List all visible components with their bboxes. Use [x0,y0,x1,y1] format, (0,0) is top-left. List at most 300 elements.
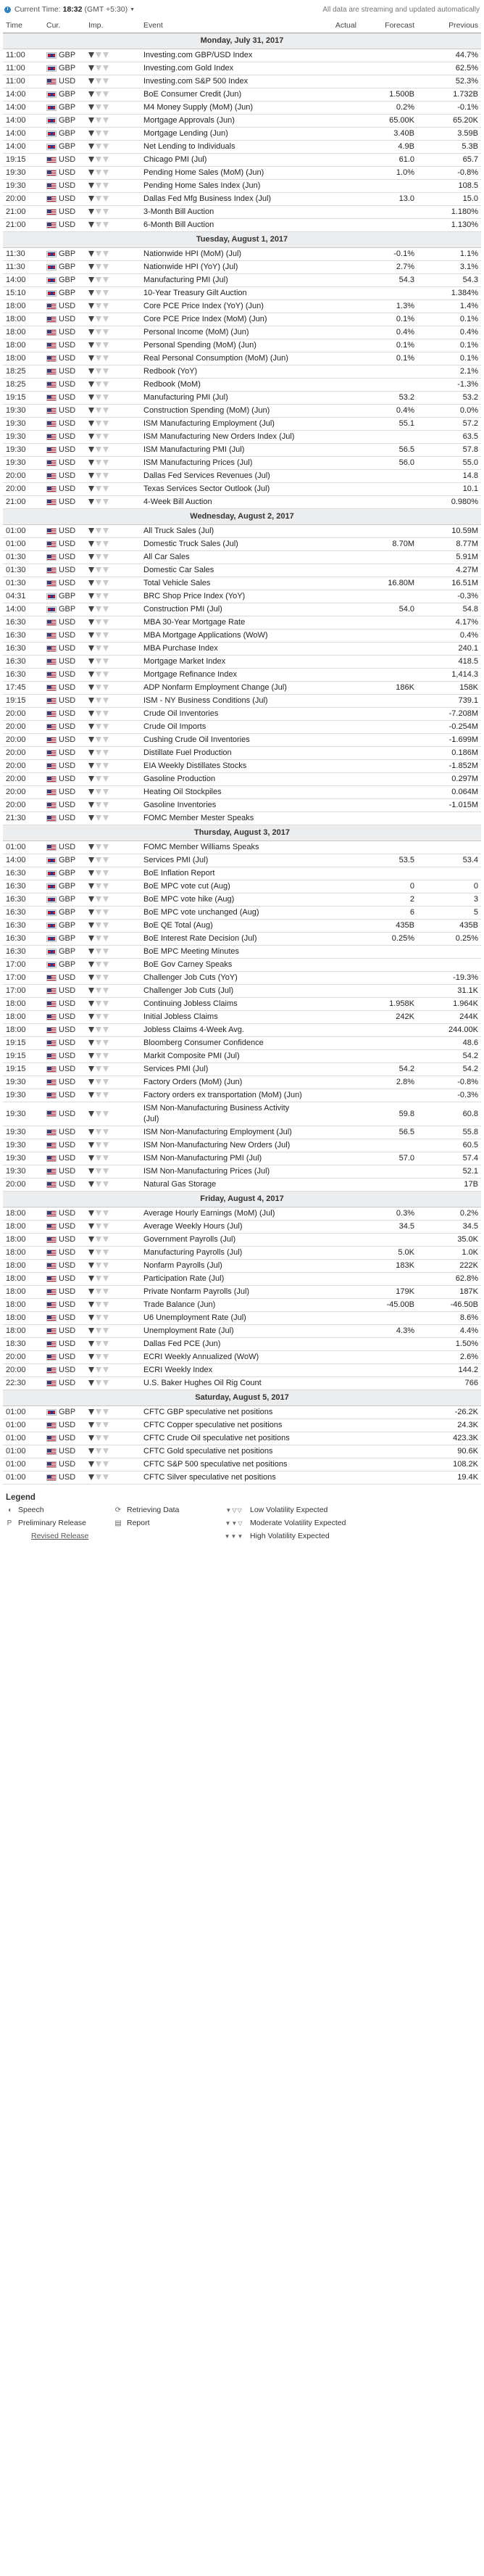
table-row[interactable] [3,1259,481,1272]
event-name[interactable]: 10-Year Treasury Gilt Auction [141,286,309,300]
event-name[interactable]: ADP Nonfarm Employment Change (Jul) [141,681,309,694]
table-row[interactable] [3,495,481,508]
event-name[interactable]: Core PCE Price Index (YoY) (Jun) [141,300,309,313]
col-currency[interactable]: Cur. [43,19,85,33]
importance [85,101,141,114]
event-currency [43,339,85,352]
event-name[interactable]: BoE MPC Meeting Minutes [141,945,309,958]
event-name[interactable]: Construction Spending (MoM) (Jun) [141,404,309,417]
table-row[interactable] [3,456,481,469]
table-row[interactable] [3,417,481,430]
event-name[interactable]: FOMC Member Mester Speaks [141,812,309,825]
bull-icon [96,209,101,215]
uk-flag-icon [46,277,57,284]
table-row[interactable] [3,746,481,759]
legend-label: Revised Release [31,1532,89,1540]
bull-icon [103,1014,109,1020]
event-name[interactable]: BoE Interest Rate Decision (Jul) [141,932,309,945]
event-name[interactable]: Mortgage Market Index [141,655,309,668]
table-row[interactable] [3,1010,481,1023]
event-name[interactable]: BoE Consumer Credit (Jun) [141,88,309,101]
table-row[interactable] [3,286,481,300]
event-name[interactable]: Services PMI (Jul) [141,854,309,867]
event-previous: 1,414.3 [417,668,481,681]
event-name[interactable]: ISM Non-Manufacturing PMI (Jul) [141,1152,309,1165]
event-name[interactable]: Investing.com S&P 500 Index [141,75,309,88]
event-name[interactable]: ISM Non-Manufacturing Employment (Jul) [141,1126,309,1139]
event-name[interactable]: Crude Oil Imports [141,720,309,733]
event-name[interactable]: BoE MPC vote unchanged (Aug) [141,906,309,919]
event-name[interactable]: Challenger Job Cuts (Jul) [141,984,309,997]
event-previous: 0.1% [417,313,481,326]
table-row[interactable] [3,443,481,456]
event-name[interactable]: MBA Mortgage Applications (WoW) [141,629,309,642]
bull-icon [96,1474,101,1480]
legend-label: High Volatility Expected [250,1532,330,1540]
event-name[interactable]: Dallas Fed Services Revenues (Jul) [141,469,309,482]
event-time: 19:15 [3,153,43,166]
event-name[interactable]: EIA Weekly Distillates Stocks [141,759,309,772]
table-row[interactable] [3,1220,481,1233]
event-previous: 1.130% [417,218,481,231]
table-row[interactable] [3,603,481,616]
table-row[interactable] [3,1285,481,1298]
table-row[interactable] [3,1165,481,1178]
event-name[interactable]: ISM - NY Business Conditions (Jul) [141,694,309,707]
event-name[interactable]: ISM Non-Manufacturing Prices (Jul) [141,1165,309,1178]
event-currency [43,391,85,404]
table-row[interactable] [3,537,481,550]
event-name[interactable]: Nonfarm Payrolls (Jul) [141,1259,309,1272]
event-name[interactable]: All Car Sales [141,550,309,564]
bull-icon [103,737,109,743]
bull-icon [88,1001,94,1007]
event-name[interactable]: BoE MPC vote hike (Aug) [141,893,309,906]
event-name[interactable]: ISM Non-Manufacturing Business Activity (Jul) [141,1102,309,1126]
table-row[interactable] [3,153,481,166]
event-name[interactable]: Investing.com GBP/USD Index [141,49,309,62]
event-name[interactable]: Government Payrolls (Jul) [141,1233,309,1246]
table-row[interactable] [3,1445,481,1458]
event-currency [43,140,85,153]
event-name[interactable]: BoE MPC vote cut (Aug) [141,880,309,893]
table-row[interactable] [3,1272,481,1285]
event-name[interactable]: Cushing Crude Oil Inventories [141,733,309,746]
event-name[interactable]: Texas Services Sector Outlook (Jul) [141,482,309,495]
event-name[interactable]: ISM Manufacturing Employment (Jul) [141,417,309,430]
table-row[interactable] [3,1152,481,1165]
table-row[interactable] [3,841,481,854]
event-time: 01:00 [3,1445,43,1458]
event-time: 18:00 [3,1272,43,1285]
table-row[interactable] [3,1246,481,1259]
table-row[interactable] [3,1036,481,1049]
table-row[interactable] [3,1139,481,1152]
event-name[interactable]: ISM Non-Manufacturing New Orders (Jul) [141,1139,309,1152]
event-name[interactable]: Net Lending to Individuals [141,140,309,153]
table-row[interactable] [3,932,481,945]
event-time: 01:30 [3,564,43,577]
event-name[interactable]: FOMC Member Williams Speaks [141,841,309,854]
event-name[interactable]: All Truck Sales (Jul) [141,524,309,537]
event-name[interactable]: Services PMI (Jul) [141,1062,309,1076]
event-currency [43,326,85,339]
table-row[interactable] [3,772,481,785]
table-row[interactable] [3,101,481,114]
event-name[interactable]: Pending Home Sales Index (Jun) [141,179,309,192]
table-row[interactable] [3,1324,481,1337]
table-row[interactable] [3,984,481,997]
event-name[interactable]: Manufacturing PMI (Jul) [141,273,309,286]
event-name[interactable]: Real Personal Consumption (MoM) (Jun) [141,352,309,365]
event-name[interactable]: Trade Balance (Jun) [141,1298,309,1311]
table-row[interactable] [3,1076,481,1089]
bull-icon [103,962,109,967]
importance [85,772,141,785]
table-row[interactable] [3,655,481,668]
bull-icon [96,1014,101,1020]
event-name[interactable]: Personal Spending (MoM) (Jun) [141,339,309,352]
event-forecast [359,1376,417,1390]
event-time: 21:30 [3,812,43,825]
bull-icon [88,78,94,84]
table-row[interactable] [3,1337,481,1350]
event-actual [309,1010,359,1023]
us-flag-icon [46,645,57,652]
col-event[interactable]: Event [141,19,309,33]
day-header [3,1191,481,1207]
table-row[interactable] [3,893,481,906]
table-row[interactable] [3,867,481,880]
legend-item [222,1518,468,1529]
event-name[interactable]: Natural Gas Storage [141,1178,309,1191]
bull-icon [103,1409,109,1415]
event-previous [417,812,481,825]
event-forecast: 0.1% [359,339,417,352]
event-name[interactable]: CFTC GBP speculative net positions [141,1405,309,1419]
event-name[interactable]: Factory Orders (MoM) (Jun) [141,1076,309,1089]
table-row[interactable] [3,1178,481,1191]
event-name[interactable]: Total Vehicle Sales [141,577,309,590]
table-row[interactable] [3,906,481,919]
event-name[interactable]: Challenger Job Cuts (YoY) [141,971,309,984]
event-name[interactable]: Heating Oil Stockpiles [141,785,309,798]
event-name[interactable]: MBA 30-Year Mortgage Rate [141,616,309,629]
event-name[interactable]: Dallas Fed PCE (Jun) [141,1337,309,1350]
us-flag-icon [46,528,57,534]
event-name[interactable]: MBA Purchase Index [141,642,309,655]
currency-code: USD [59,1209,76,1218]
event-name[interactable]: U6 Unemployment Rate (Jul) [141,1311,309,1324]
table-row[interactable] [3,75,481,88]
event-name[interactable]: Redbook (YoY) [141,365,309,378]
table-row[interactable] [3,49,481,62]
table-row[interactable] [3,1376,481,1390]
table-row[interactable] [3,880,481,893]
table-row[interactable] [3,1405,481,1419]
event-name[interactable]: BoE QE Total (Aug) [141,919,309,932]
bull-icon [103,222,109,228]
event-name[interactable]: Private Nonfarm Payrolls (Jul) [141,1285,309,1298]
table-row[interactable] [3,1207,481,1220]
event-name[interactable]: Domestic Truck Sales (Jul) [141,537,309,550]
event-name[interactable]: Redbook (MoM) [141,378,309,391]
bull-icon [103,290,109,296]
event-forecast [359,798,417,812]
table-row[interactable] [3,378,481,391]
table-row[interactable] [3,404,481,417]
table-row[interactable] [3,577,481,590]
event-name[interactable]: 3-Month Bill Auction [141,205,309,218]
event-name[interactable]: Average Weekly Hours (Jul) [141,1220,309,1233]
event-name[interactable]: 4-Week Bill Auction [141,495,309,508]
table-row[interactable] [3,1023,481,1036]
importance [85,62,141,75]
table-row[interactable] [3,720,481,733]
event-previous [417,841,481,854]
table-row[interactable] [3,62,481,75]
event-name[interactable]: CFTC Copper speculative net positions [141,1419,309,1432]
event-name[interactable]: U.S. Baker Hughes Oil Rig Count [141,1376,309,1390]
table-row[interactable] [3,1350,481,1363]
event-name[interactable]: Gasoline Inventories [141,798,309,812]
bull-icon [88,870,94,876]
table-row[interactable] [3,971,481,984]
table-row[interactable] [3,1049,481,1062]
event-name[interactable]: Mortgage Lending (Jun) [141,127,309,140]
table-row[interactable] [3,352,481,365]
bull-icon [88,1181,94,1187]
event-name[interactable]: ISM Manufacturing PMI (Jul) [141,443,309,456]
bull-icon [96,857,101,863]
event-actual [309,958,359,971]
col-previous[interactable]: Previous [417,19,481,33]
event-name[interactable]: Chicago PMI (Jul) [141,153,309,166]
event-name[interactable]: Construction PMI (Jul) [141,603,309,616]
event-previous: 19.4K [417,1471,481,1484]
table-row[interactable] [3,313,481,326]
table-row[interactable] [3,192,481,205]
streaming-note: All data are streaming and updated automatically [322,5,480,14]
uk-flag-icon [46,593,57,600]
bull-icon [103,499,109,505]
event-name[interactable]: Mortgage Refinance Index [141,668,309,681]
table-row[interactable] [3,247,481,260]
event-forecast: 0.3% [359,1207,417,1220]
event-name[interactable]: Average Hourly Earnings (MoM) (Jul) [141,1207,309,1220]
table-row[interactable] [3,218,481,231]
event-name[interactable]: Bloomberg Consumer Confidence [141,1036,309,1049]
table-row[interactable] [3,798,481,812]
event-name[interactable]: Nationwide HPI (MoM) (Jul) [141,247,309,260]
us-flag-icon [46,170,57,176]
table-row[interactable] [3,1432,481,1445]
event-previous: 0.4% [417,326,481,339]
event-actual [309,537,359,550]
us-flag-icon [46,1129,57,1136]
event-previous: 1.4% [417,300,481,313]
table-row[interactable] [3,550,481,564]
table-row[interactable] [3,300,481,313]
table-row[interactable] [3,919,481,932]
table-row[interactable] [3,88,481,101]
event-name[interactable]: Core PCE Price Index (MoM) (Jun) [141,313,309,326]
uk-flag-icon [46,883,57,890]
chevron-down-icon[interactable]: ▼ [130,7,135,12]
event-forecast: 0.4% [359,404,417,417]
event-name[interactable]: Factory orders ex transportation (MoM) (Jun) [141,1089,309,1102]
col-time[interactable]: Time [3,19,43,33]
table-row[interactable] [3,326,481,339]
table-row[interactable] [3,273,481,286]
col-forecast[interactable]: Forecast [359,19,417,33]
bull-icon [96,541,101,547]
event-name[interactable]: Nationwide HPI (YoY) (Jul) [141,260,309,273]
table-row[interactable] [3,668,481,681]
table-row[interactable] [3,590,481,603]
bull-icon [103,645,109,651]
event-actual [309,75,359,88]
event-name[interactable]: CFTC Crude Oil speculative net positions [141,1432,309,1445]
event-name[interactable]: Investing.com Gold Index [141,62,309,75]
bull-icon [103,1380,109,1386]
event-previous: 62.5% [417,62,481,75]
table-row[interactable] [3,260,481,273]
table-row[interactable] [3,1419,481,1432]
event-previous [417,867,481,880]
event-name[interactable]: ECRI Weekly Index [141,1363,309,1376]
event-name[interactable]: Manufacturing Payrolls (Jul) [141,1246,309,1259]
table-row[interactable] [3,629,481,642]
table-row[interactable] [3,564,481,577]
table-row[interactable] [3,642,481,655]
event-name[interactable]: BoE Gov Carney Speaks [141,958,309,971]
event-name[interactable]: ECRI Weekly Annualized (WoW) [141,1350,309,1363]
event-name[interactable]: Distillate Fuel Production [141,746,309,759]
table-row[interactable] [3,1089,481,1102]
event-time: 20:00 [3,785,43,798]
event-name[interactable]: ISM Manufacturing New Orders Index (Jul) [141,430,309,443]
event-name[interactable]: Personal Income (MoM) (Jun) [141,326,309,339]
event-name[interactable]: Markit Composite PMI (Jul) [141,1049,309,1062]
event-previous: -0.1% [417,101,481,114]
event-name[interactable]: BoE Inflation Report [141,867,309,880]
event-name[interactable]: CFTC S&P 500 speculative net positions [141,1458,309,1471]
event-name[interactable]: Continuing Jobless Claims [141,997,309,1010]
table-row[interactable] [3,785,481,798]
event-name[interactable]: Crude Oil Inventories [141,707,309,720]
table-row[interactable] [3,140,481,153]
table-row[interactable] [3,1458,481,1471]
bull-icon [103,1315,109,1321]
event-name[interactable]: 6-Month Bill Auction [141,218,309,231]
table-row[interactable] [3,1062,481,1076]
table-row[interactable] [3,1126,481,1139]
bull-icon [88,896,94,902]
table-row[interactable] [3,166,481,179]
event-forecast [359,629,417,642]
col-actual[interactable]: Actual [309,19,359,33]
table-row[interactable] [3,482,481,495]
event-name[interactable]: CFTC Gold speculative net positions [141,1445,309,1458]
bull-icon [88,815,94,821]
event-name[interactable]: Pending Home Sales (MoM) (Jun) [141,166,309,179]
table-row[interactable] [3,945,481,958]
event-previous: 244K [417,1010,481,1023]
table-row[interactable] [3,707,481,720]
event-name[interactable]: M4 Money Supply (MoM) (Jun) [141,101,309,114]
table-row[interactable] [3,759,481,772]
table-row[interactable] [3,733,481,746]
importance [85,919,141,932]
table-row[interactable] [3,1363,481,1376]
event-name[interactable]: Domestic Car Sales [141,564,309,577]
table-row[interactable] [3,524,481,537]
table-row[interactable] [3,854,481,867]
bull-icon [103,1237,109,1242]
table-row[interactable] [3,179,481,192]
table-row[interactable] [3,812,481,825]
currency-code: USD [59,1128,76,1136]
event-name[interactable]: Manufacturing PMI (Jul) [141,391,309,404]
event-name[interactable]: Jobless Claims 4-Week Avg. [141,1023,309,1036]
event-time: 01:00 [3,1405,43,1419]
table-row[interactable] [3,365,481,378]
timezone-selector[interactable]: (GMT +5:30) [84,5,128,14]
table-row[interactable] [3,127,481,140]
table-row[interactable] [3,1102,481,1126]
event-name[interactable]: BRC Shop Price Index (YoY) [141,590,309,603]
importance [85,1419,141,1432]
table-row[interactable] [3,1233,481,1246]
table-row[interactable] [3,1471,481,1484]
event-name[interactable]: Initial Jobless Claims [141,1010,309,1023]
event-currency [43,997,85,1010]
importance [85,365,141,378]
currency-code: USD [59,1248,76,1257]
table-row[interactable] [3,694,481,707]
table-row[interactable] [3,114,481,127]
table-row[interactable] [3,1311,481,1324]
table-row[interactable] [3,205,481,218]
table-row[interactable] [3,958,481,971]
event-currency [43,655,85,668]
table-row[interactable] [3,430,481,443]
table-row[interactable] [3,469,481,482]
table-row[interactable] [3,1298,481,1311]
bull-icon [88,157,94,162]
event-name[interactable]: Gasoline Production [141,772,309,785]
currency-code: GBP [59,103,76,112]
col-importance[interactable]: Imp. [85,19,141,33]
bull-icon [103,460,109,466]
table-row[interactable] [3,681,481,694]
table-row[interactable] [3,339,481,352]
currency-code: USD [59,1274,76,1283]
event-name[interactable]: Dallas Fed Mfg Business Index (Jul) [141,192,309,205]
event-name[interactable]: Unemployment Rate (Jul) [141,1324,309,1337]
event-name[interactable]: CFTC Silver speculative net positions [141,1471,309,1484]
importance [85,1233,141,1246]
event-name[interactable]: ISM Manufacturing Prices (Jul) [141,456,309,469]
event-actual [309,577,359,590]
table-row[interactable] [3,616,481,629]
table-row[interactable] [3,391,481,404]
event-actual [309,1076,359,1089]
event-name[interactable]: Participation Rate (Jul) [141,1272,309,1285]
table-row[interactable] [3,997,481,1010]
event-name[interactable]: Mortgage Approvals (Jun) [141,114,309,127]
